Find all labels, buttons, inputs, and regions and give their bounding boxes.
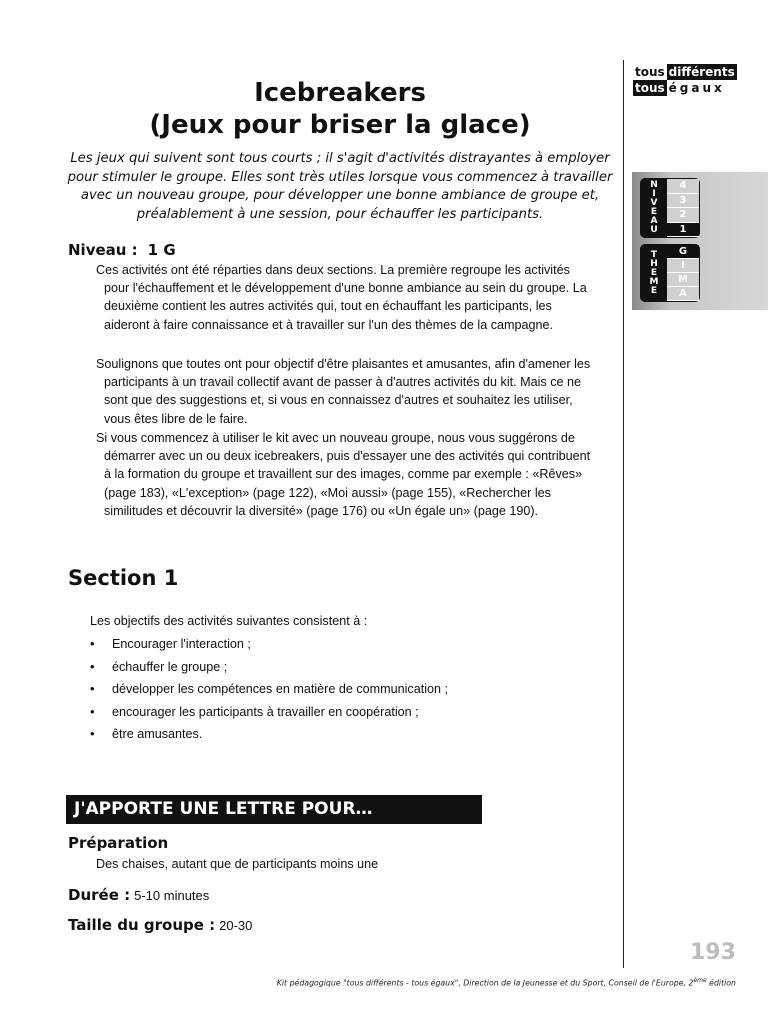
page-number: 193	[690, 940, 736, 965]
list-item: • être amusantes.	[90, 726, 203, 742]
list-item: • encourager les participants à travailler en coopération ;	[90, 703, 419, 719]
brand-word: différents	[668, 65, 735, 79]
taille-label: Taille du groupe :	[68, 916, 216, 934]
margin-rule	[623, 60, 624, 968]
niveau-cell: 4	[667, 179, 699, 194]
body-paragraph: Si vous commencez à utiliser le kit avec un nouveau groupe, nous vous suggérons de démarrer avec un ou deux icebreakers, puis d'essayer une des activités qui contribuent à la formation du groupe et travaillent sur des images, comme par exemple : «Rêves» (page 183), «L'exception» (page 122), «Moi aussi» (page 155), «Rechercher les similitudes et découvrir la diversité» (page 176) ou «Un égale un» (page 190).	[96, 431, 591, 518]
niveau-heading-label: Niveau :	[68, 241, 138, 259]
taille-line	[68, 916, 252, 934]
brand-word: tous	[635, 81, 665, 95]
niveau-box	[640, 178, 700, 238]
page-title: Icebreakers	[254, 78, 426, 108]
duree-value: 5-10 minutes	[134, 888, 210, 903]
classification-panel	[632, 172, 768, 310]
theme-box	[640, 244, 700, 302]
duree-line	[68, 886, 209, 904]
objectives-intro: Les objectifs des activités suivantes consistent à :	[90, 614, 368, 628]
section-heading: Section 1	[68, 566, 179, 590]
niveau-cell: 2	[667, 208, 699, 223]
theme-label: T H E M E	[649, 249, 659, 296]
list-item: • échauffer le groupe ;	[90, 658, 228, 674]
preparation-heading: Préparation	[68, 834, 169, 852]
niveau-cell-active: 1	[667, 223, 699, 238]
theme-cell: I	[667, 259, 699, 273]
activity-title-banner: J'APPORTE UNE LETTRE POUR…	[66, 795, 482, 824]
page-subtitle: (Jeux pour briser la glace)	[149, 110, 531, 140]
preparation-text: Des chaises, autant que de participants moins une	[96, 857, 379, 871]
niveau-heading	[68, 241, 176, 259]
niveau-label: N I V E A U	[650, 180, 658, 235]
intro-paragraph: Les jeux qui suivent sont tous courts ; il s'agit d'activités distrayantes à employer pour stimuler le groupe. Elles sont très utiles lorsque vous commencez à travailler avec un nouveau groupe, pour développer une bonne ambiance de groupe et, préalablement à une session, pour échauffer les participants.	[67, 151, 613, 222]
list-item: • développer les compétences en matière de communication ;	[90, 681, 449, 697]
taille-value: 20-30	[219, 918, 253, 933]
body-paragraph: Soulignons que toutes ont pour objectif d'être plaisantes et amusantes, afin d'amener les participants à un travail collectif avant de passer à d'autres activités du kit. Mais ce ne sont que des suggestions et, si vous en connaissez d'autres et souhaitez les utiliser, vous êtes libre de le faire.	[96, 357, 591, 426]
brand-word: tous	[635, 65, 665, 79]
brand-word: égaux	[668, 81, 725, 95]
brand-logo	[633, 64, 737, 96]
niveau-heading-value: 1 G	[147, 241, 176, 259]
objectives-list	[90, 634, 448, 747]
theme-cell-active: G	[667, 245, 699, 259]
footer-credit: Kit pédagogique "tous différents - tous égaux", Direction de la Jeunesse et du Sport, Conseil de l'Europe, 2ème édition	[276, 977, 736, 988]
list-item: • Encourager l'interaction ;	[90, 636, 251, 651]
duree-label: Durée :	[68, 886, 131, 904]
niveau-cell: 3	[667, 194, 699, 209]
body-paragraph: Ces activités ont été réparties dans deux sections. La première regroupe les activités pour l'échauffement et le développement d'une bonne ambiance au sein du groupe. La deuxième contient les autres activités qui, tout en échauffant les participants, les aideront à faire connaissance et à travailler sur l'un des thèmes de la campagne.	[96, 263, 587, 332]
theme-cell: A	[667, 287, 699, 301]
theme-cell: M	[667, 273, 699, 287]
